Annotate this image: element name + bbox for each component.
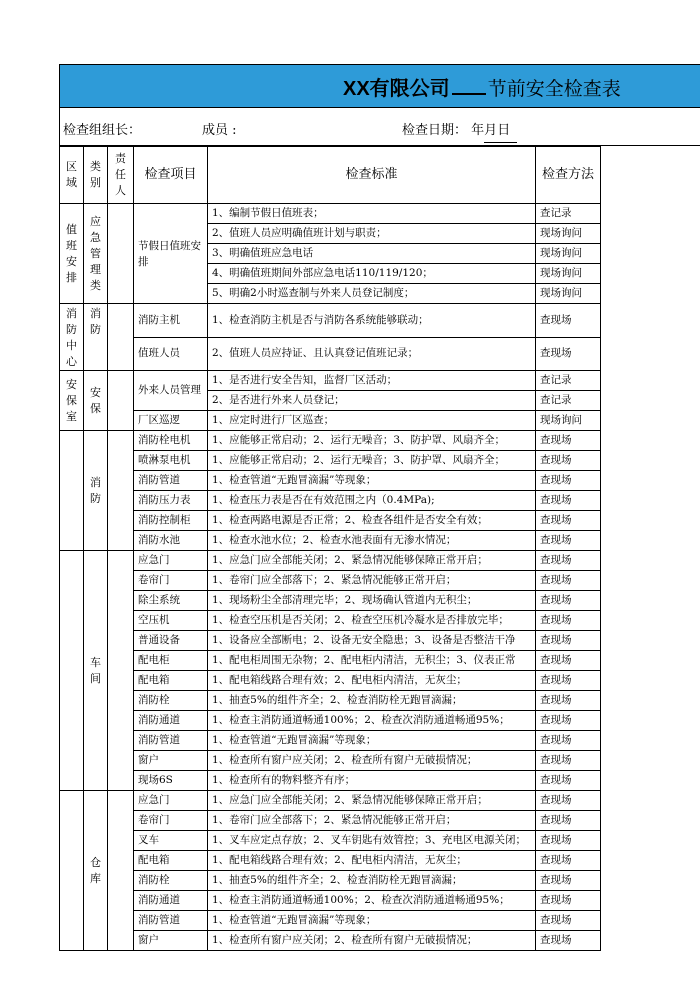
- area-cell: 消防中心: [60, 304, 84, 371]
- table-row: [60, 651, 601, 671]
- method-cell: 现场询问: [536, 224, 601, 244]
- table-header-row: [60, 147, 601, 204]
- responsible-cell: [108, 304, 134, 371]
- method-cell: 查现场: [536, 471, 601, 491]
- item-cell: 应急门: [134, 791, 208, 811]
- method-cell: 查现场: [536, 691, 601, 711]
- standard-cell: 1、抽查5%的组件齐全；2、检查消防栓无跑冒滴漏；: [208, 871, 536, 891]
- inspection-info-bar: [59, 108, 700, 146]
- item-cell: 厂区巡逻: [134, 411, 208, 431]
- standard-cell: 1、检查所有的物料整齐有序；: [208, 771, 536, 791]
- item-cell: 节假日值班安排: [134, 204, 208, 304]
- table-row: [60, 691, 601, 711]
- table-row: [60, 811, 601, 831]
- standard-cell: 1、应急门应全部能关闭；2、紧急情况能够保障正常开启；: [208, 551, 536, 571]
- item-cell: 窗户: [134, 751, 208, 771]
- standard-cell: 1、检查主消防通道畅通100%；2、检查次消防通道畅通95%；: [208, 891, 536, 911]
- standard-cell: 1、卷帘门应全部落下；2、紧急情况能够正常开启；: [208, 811, 536, 831]
- method-cell: 查现场: [536, 304, 601, 338]
- table-row: [60, 591, 601, 611]
- standard-cell: 1、配电箱线路合理有效；2、配电柜内清洁，无灰尘；: [208, 671, 536, 691]
- item-cell: 空压机: [134, 611, 208, 631]
- standard-cell: 2、值班人员应明确值班计划与职责；: [208, 224, 536, 244]
- standard-cell: 1、检查所有窗户应关闭；2、检查所有窗户无破损情况；: [208, 751, 536, 771]
- standard-cell: 2、是否进行外来人员登记；: [208, 391, 536, 411]
- method-cell: 查现场: [536, 851, 601, 871]
- table-row: [60, 204, 601, 224]
- method-cell: 查现场: [536, 651, 601, 671]
- standard-cell: 5、明确2小时巡查制与外来人员登记制度；: [208, 284, 536, 304]
- table-row: [60, 611, 601, 631]
- table-row: [60, 931, 601, 951]
- title-blank: [452, 78, 486, 95]
- method-cell: 查记录: [536, 371, 601, 391]
- item-cell: 消防通道: [134, 711, 208, 731]
- standard-cell: 3、明确值班应急电话: [208, 244, 536, 264]
- item-cell: 消防栓电机: [134, 431, 208, 451]
- table-row: [60, 751, 601, 771]
- table-row: [60, 871, 601, 891]
- header-responsible: 责任人: [108, 147, 134, 204]
- standard-cell: 1、检查水池水位；2、检查水池表面有无渗水情况；: [208, 531, 536, 551]
- standard-cell: 1、应定时进行厂区巡查；: [208, 411, 536, 431]
- table-row: [60, 891, 601, 911]
- standard-cell: 2、值班人员应持证、且认真登记值班记录；: [208, 337, 536, 371]
- category-cell: 车间: [84, 551, 108, 791]
- item-cell: 普通设备: [134, 631, 208, 651]
- method-cell: 现场询问: [536, 284, 601, 304]
- standard-cell: 1、卷帘门应全部落下；2、紧急情况能够正常开启；: [208, 571, 536, 591]
- table-row: [60, 631, 601, 651]
- method-cell: 查现场: [536, 591, 601, 611]
- item-cell: 外来人员管理: [134, 371, 208, 411]
- table-row: [60, 571, 601, 591]
- item-cell: 配电柜: [134, 651, 208, 671]
- method-cell: 查现场: [536, 431, 601, 451]
- item-cell: 消防控制柜: [134, 511, 208, 531]
- responsible-cell: [108, 551, 134, 791]
- method-cell: 查现场: [536, 611, 601, 631]
- item-cell: 除尘系统: [134, 591, 208, 611]
- item-cell: 值班人员: [134, 337, 208, 371]
- responsible-cell: [108, 431, 134, 551]
- method-cell: 现场询问: [536, 264, 601, 284]
- day-unit: 日: [497, 123, 511, 138]
- header-area: 区域: [60, 147, 84, 204]
- category-cell: 安保: [84, 371, 108, 431]
- table-row: [60, 471, 601, 491]
- method-cell: 查现场: [536, 891, 601, 911]
- method-cell: 查现场: [536, 511, 601, 531]
- standard-cell: 1、检查两路电源是否正常；2、检查各组件是否安全有效；: [208, 511, 536, 531]
- method-cell: 查现场: [536, 811, 601, 831]
- table-row: [60, 851, 601, 871]
- standard-cell: 1、编制节假日值班表；: [208, 204, 536, 224]
- standard-cell: 1、现场粉尘全部清理完毕；2、现场确认管道内无积尘；: [208, 591, 536, 611]
- area-cell: 安保室: [60, 371, 84, 431]
- item-cell: 消防压力表: [134, 491, 208, 511]
- standard-cell: 1、叉车应定点存放；2、叉车钥匙有效管控；3、充电区电源关闭；: [208, 831, 536, 851]
- table-row: [60, 831, 601, 851]
- method-cell: 查现场: [536, 551, 601, 571]
- item-cell: 叉车: [134, 831, 208, 851]
- responsible-cell: [108, 791, 134, 951]
- inspection-table: [59, 146, 601, 951]
- standard-cell: 1、是否进行安全告知，监督厂区活动；: [208, 371, 536, 391]
- item-cell: 现场6S: [134, 771, 208, 791]
- standard-cell: 1、检查主消防通道畅通100%；2、检查次消防通道畅通95%；: [208, 711, 536, 731]
- header-category: 类别: [84, 147, 108, 204]
- table-row: [60, 411, 601, 431]
- table-row: [60, 304, 601, 338]
- standard-cell: 4、明确值班期间外部应急电话110/119/120；: [208, 264, 536, 284]
- responsible-cell: [108, 204, 134, 304]
- table-row: [60, 791, 601, 811]
- table-row: [60, 711, 601, 731]
- category-cell: 消防: [84, 304, 108, 371]
- area-cell: [60, 431, 84, 551]
- method-cell: 查现场: [536, 771, 601, 791]
- category-cell: 消防: [84, 431, 108, 551]
- table-row: [60, 911, 601, 931]
- method-cell: 查现场: [536, 911, 601, 931]
- standard-cell: 1、应能够正常启动；2、运行无噪音；3、防护罩、风扇齐全；: [208, 451, 536, 471]
- standard-cell: 1、检查消防主机是否与消防各系统能够联动；: [208, 304, 536, 338]
- header-item: 检查项目: [134, 147, 208, 204]
- method-cell: 查现场: [536, 871, 601, 891]
- item-cell: 消防主机: [134, 304, 208, 338]
- sheet-title: [343, 72, 621, 101]
- table-row: [60, 511, 601, 531]
- item-cell: 卷帘门: [134, 811, 208, 831]
- item-cell: 应急门: [134, 551, 208, 571]
- member-label: 成员 :: [202, 123, 237, 138]
- method-cell: 查记录: [536, 204, 601, 224]
- item-cell: 消防管道: [134, 731, 208, 751]
- method-cell: 现场询问: [536, 411, 601, 431]
- method-cell: 查现场: [536, 631, 601, 651]
- table-row: [60, 431, 601, 451]
- item-cell: 消防管道: [134, 911, 208, 931]
- method-cell: 查现场: [536, 671, 601, 691]
- method-cell: 查现场: [536, 791, 601, 811]
- table-row: [60, 551, 601, 571]
- item-cell: 配电箱: [134, 851, 208, 871]
- year-unit: 年: [471, 123, 485, 138]
- method-cell: 查现场: [536, 751, 601, 771]
- item-cell: 消防通道: [134, 891, 208, 911]
- method-cell: 查现场: [536, 491, 601, 511]
- standard-cell: 1、应能够正常启动；2、运行无噪音；3、防护罩、风扇齐全；: [208, 431, 536, 451]
- title-suffix: 节前安全检查表: [487, 78, 621, 100]
- method-cell: 查现场: [536, 531, 601, 551]
- standard-cell: 1、检查所有窗户应关闭；2、检查所有窗户无破损情况；: [208, 931, 536, 951]
- area-cell: 值班安排: [60, 204, 84, 304]
- method-cell: 查现场: [536, 711, 601, 731]
- date-field: [402, 119, 510, 138]
- item-cell: 消防栓: [134, 871, 208, 891]
- area-cell: [60, 791, 84, 951]
- area-cell: [60, 551, 84, 791]
- item-cell: 喷淋泵电机: [134, 451, 208, 471]
- header-standard: 检查标准: [208, 147, 536, 204]
- item-cell: 卷帘门: [134, 571, 208, 591]
- method-cell: 查记录: [536, 391, 601, 411]
- table-row: [60, 731, 601, 751]
- method-cell: 查现场: [536, 831, 601, 851]
- item-cell: 窗户: [134, 931, 208, 951]
- item-cell: 消防管道: [134, 471, 208, 491]
- standard-cell: 1、检查管道“无跑冒滴漏”等现象；: [208, 911, 536, 931]
- method-cell: 查现场: [536, 451, 601, 471]
- standard-cell: 1、检查管道“无跑冒滴漏”等现象；: [208, 471, 536, 491]
- table-row: [60, 491, 601, 511]
- method-cell: 查现场: [536, 731, 601, 751]
- header-method: 检查方法: [536, 147, 601, 204]
- item-cell: 消防栓: [134, 691, 208, 711]
- method-cell: 查现场: [536, 571, 601, 591]
- standard-cell: 1、设备应全部断电；2、设备无安全隐患；3、设备是否整洁干净: [208, 631, 536, 651]
- method-cell: 现场询问: [536, 244, 601, 264]
- table-row: [60, 771, 601, 791]
- title-banner: [59, 64, 700, 108]
- method-cell: 查现场: [536, 931, 601, 951]
- day-blank[interactable]: [497, 130, 510, 143]
- item-cell: 消防水池: [134, 531, 208, 551]
- table-row: [60, 531, 601, 551]
- responsible-cell: [108, 371, 134, 431]
- month-blank[interactable]: [484, 130, 497, 143]
- category-cell: 仓库: [84, 791, 108, 951]
- table-row: [60, 337, 601, 371]
- standard-cell: 1、检查空压机是否关闭；2、检查空压机冷凝水是否排放完毕；: [208, 611, 536, 631]
- standard-cell: 1、检查压力表是否在有效范围之内（0.4MPa);: [208, 491, 536, 511]
- company-name: XX有限公司: [343, 78, 450, 100]
- month-unit: 月: [484, 123, 498, 138]
- standard-cell: 1、检查管道“无跑冒滴漏”等现象；: [208, 731, 536, 751]
- standard-cell: 1、抽查5%的组件齐全；2、检查消防栓无跑冒滴漏；: [208, 691, 536, 711]
- method-cell: 查现场: [536, 337, 601, 371]
- standard-cell: 1、应急门应全部能关闭；2、紧急情况能够保障正常开启；: [208, 791, 536, 811]
- leader-label: 检查组组长：: [63, 123, 142, 138]
- item-cell: 配电箱: [134, 671, 208, 691]
- date-label: 检查日期：: [402, 123, 468, 138]
- standard-cell: 1、配电箱线路合理有效；2、配电柜内清洁，无灰尘；: [208, 851, 536, 871]
- table-row: [60, 671, 601, 691]
- category-cell: 应急管理类: [84, 204, 108, 304]
- table-row: [60, 451, 601, 471]
- table-row: [60, 371, 601, 391]
- standard-cell: 1、配电柜周围无杂物；2、配电柜内清洁，无积尘；3、仪表正常: [208, 651, 536, 671]
